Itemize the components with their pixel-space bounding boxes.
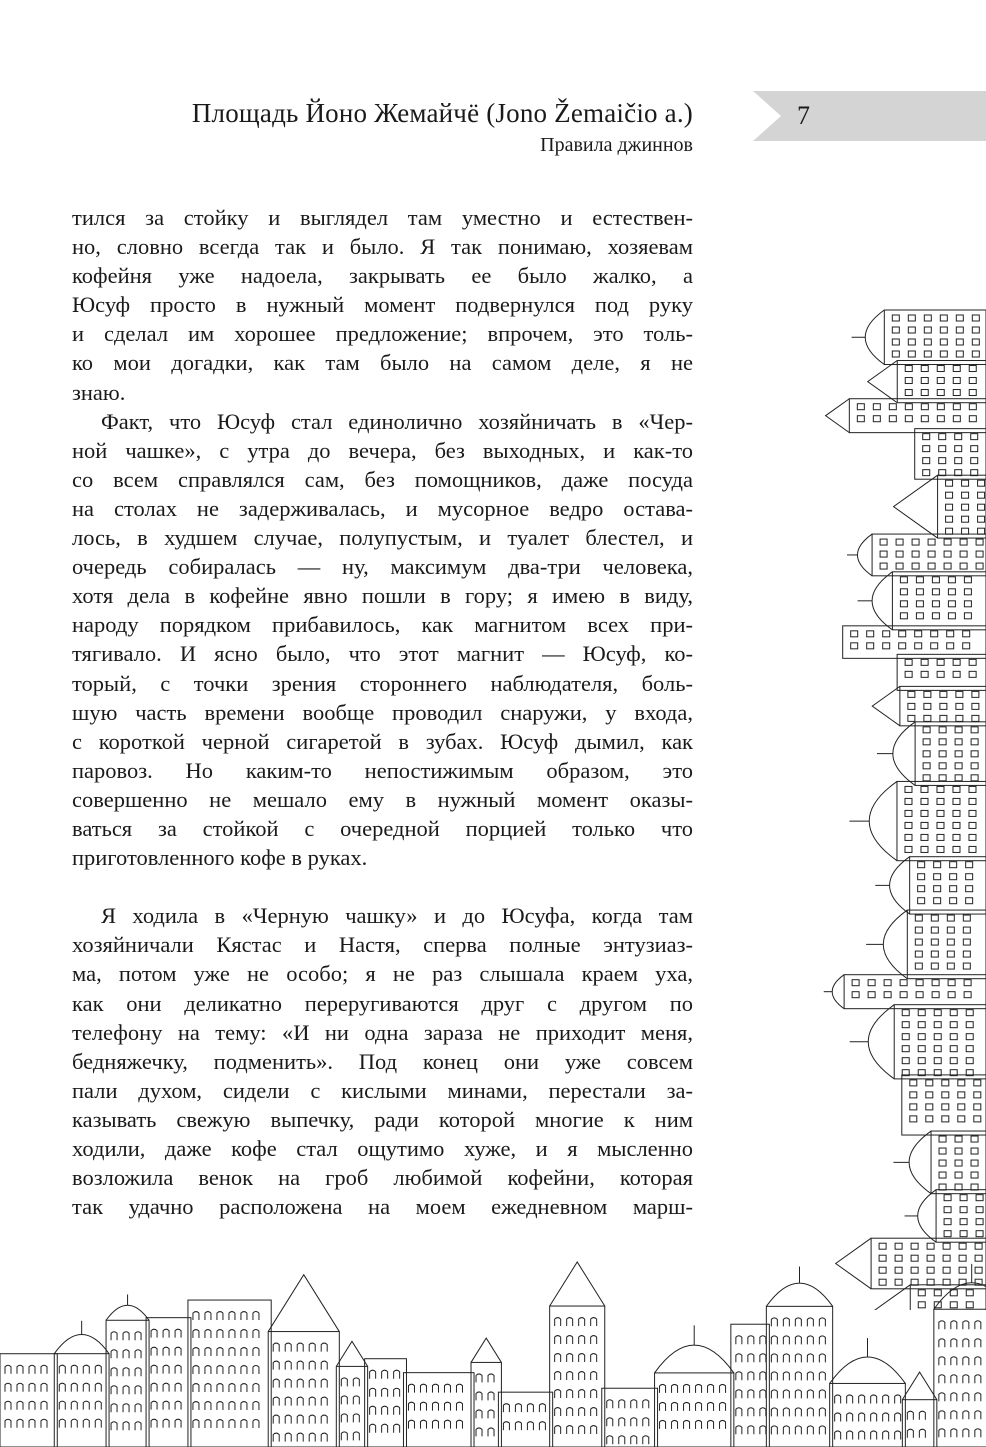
text-line: тягивало. И ясно было, что этот магнит — Юсуф, ко- (72, 641, 693, 667)
text-line: ходили, даже кофе стал ощутимо хуже, и я мысленно (72, 1136, 693, 1161)
text-line: со всем справлялся сам, без помощников, даже посуда (72, 466, 693, 492)
text-line: с короткой черной сигаретой в зубах. Юсуф дымил, как (72, 728, 693, 754)
text-line: ваться за стойкой с очередной порцией только что (72, 815, 693, 841)
text-line: так удачно расположена на моем ежедневном марш- (72, 1194, 693, 1220)
text-line: пали духом, сидели с кислыми минами, перестали за- (72, 1077, 693, 1103)
text-line: совершенно не мешало ему в нужный момент оказы- (72, 786, 693, 812)
text-line: приготовленного кофе в руках. (72, 845, 368, 871)
text-line: как они деликатно переругиваются друг с другом по (72, 990, 693, 1016)
text-line: Факт, что Юсуф стал единолично хозяйничать в «Чер- (101, 408, 693, 434)
text-line: но, словно всегда так и было. Я так понимаю, хозяевам (72, 234, 693, 260)
running-head-subtitle: Правила джиннов (540, 134, 693, 156)
text-line: Юсуф просто в нужный момент подвернулся под руку (72, 292, 693, 318)
running-head-title: Площадь Йоно Жемайчё (Jono Žemaičio a.) (191, 98, 693, 128)
text-line: возложила венок на гроб любимой кофейни, которая (72, 1165, 693, 1191)
text-line: ма, потом уже не особо; я не раз слышала краем уха, (72, 961, 693, 987)
text-line: хотя дела в кофейне явно пошли в гору; я имею в виду, (72, 583, 693, 609)
text-line: телефону на тему: «И ни одна зараза не приходит меня, (72, 1019, 693, 1045)
bottom-skyline-illustration (0, 1260, 986, 1447)
page-number: 7 (797, 101, 810, 130)
right-skyline-illustration (815, 290, 986, 1310)
body-text (72, 203, 693, 1221)
text-line: бедняжечку, подменить». Под конец они уже совсем (72, 1048, 693, 1074)
text-line: очередь собиралась — ну, максимум два-три человека, (72, 554, 693, 580)
text-line: народу порядком прибавилось, как магнитом всех при- (72, 612, 693, 638)
text-line: кофейня уже надоела, закрывать ее было жалко, а (72, 263, 693, 289)
text-line: ко мои догадки, как там было на самом деле, я не (72, 350, 693, 376)
text-line: казывать свежую выпечку, ради которой многие к ним (72, 1106, 693, 1132)
text-line: шую часть времени вообще проводил снаружи, у входа, (72, 699, 693, 725)
text-line: лось, в худшем случае, полупустым, и туалет блестел, и (72, 525, 693, 551)
text-line: и сделал им хорошее предложение; впрочем, это толь- (72, 321, 693, 347)
page-number-tab (753, 91, 986, 141)
text-line: Я ходила в «Черную чашку» и до Юсуфа, когда там (101, 903, 693, 929)
text-line: паровоз. Но каким-то непостижимым образом, это (72, 757, 693, 783)
text-line: ной чашке», с утра до вечера, без выходных, и как-то (72, 437, 693, 463)
text-line: торый, с точки зрения стороннего наблюдателя, боль- (72, 670, 693, 696)
text-line: на столах не задерживалась, и мусорное ведро остава- (72, 495, 693, 521)
text-line: знаю. (72, 379, 126, 405)
text-line: тился за стойку и выглядел там уместно и естествен- (72, 205, 693, 230)
text-line: хозяйничали Кястас и Настя, сперва полные энтузиаз- (72, 932, 693, 958)
